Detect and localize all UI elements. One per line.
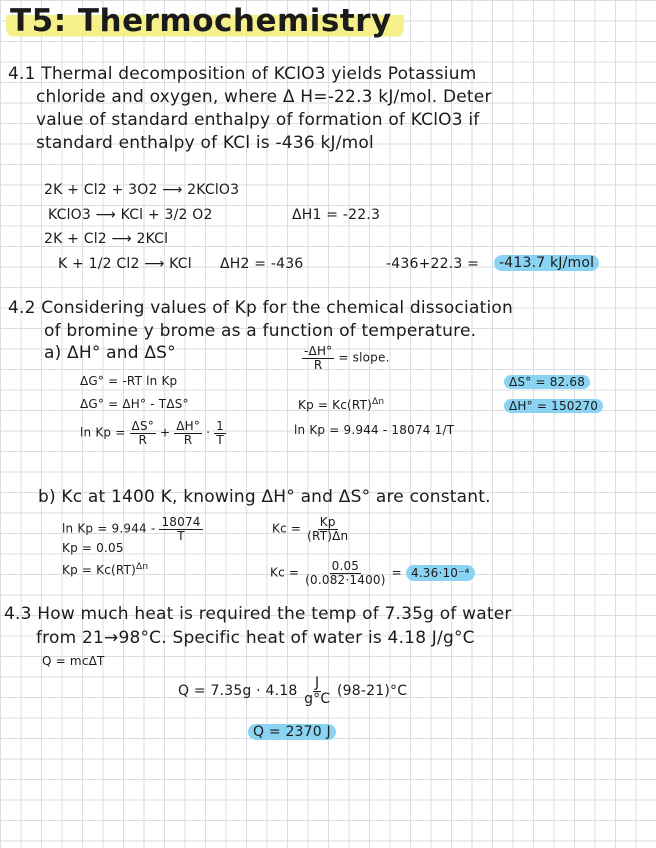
b-frac-num: 18074 <box>161 515 201 529</box>
b-kp-kc-exponent: Δn <box>136 562 149 572</box>
one-over-t-den: T <box>216 432 224 447</box>
b-frac-den: T <box>177 528 185 543</box>
plus-sign: + <box>159 425 171 440</box>
slope-text: = slope. <box>338 350 390 365</box>
equation-decomposition: KClO3 ⟶ KCl + 3/2 O2 <box>48 207 213 223</box>
heat-calc-num: J <box>315 675 320 691</box>
question-4-3-line-1: 4.3 How much heat is required the temp of 7.35g of water <box>4 604 512 624</box>
heat-calc-lhs: Q = 7.35g · 4.18 <box>178 683 298 700</box>
one-over-t-num: 1 <box>216 419 224 433</box>
slope-relation <box>302 345 390 371</box>
b-kc2-den: (0.082·1400) <box>305 572 386 587</box>
calc-4-1: -436+22.3 = <box>386 256 480 272</box>
b-kc-den: (RT)Δn <box>307 528 349 543</box>
delta-h1: ΔH1 = -22.3 <box>292 207 381 223</box>
b-kp-kc <box>62 563 148 576</box>
kp-kc-relation <box>298 398 384 411</box>
heat-calc-rhs: (98-21)°C <box>337 683 408 700</box>
heat-calculation <box>178 676 407 706</box>
equation-kcl-half: K + 1/2 Cl2 ⟶ KCl <box>58 256 192 272</box>
answer-kc: 4.36·10⁻⁴ <box>406 565 475 581</box>
heat-calc-den: g°C <box>304 690 331 707</box>
gibbs-rt-lnkp: ΔG° = -RT ln Kp <box>80 374 178 388</box>
b-kp-kc-text: Kp = Kc(RT) <box>62 563 136 577</box>
equation-formation: 2K + Cl2 + 3O2 ⟶ 2KClO3 <box>44 182 240 198</box>
b-kc-lhs: Kc = <box>272 521 302 536</box>
part-a-label: a) ΔH° and ΔS° <box>44 343 176 363</box>
gibbs-dh-tds: ΔG° = ΔH° - TΔS° <box>80 397 189 411</box>
lnkp-lhs: ln Kp = <box>80 425 126 440</box>
question-4-1-line-3: value of standard enthalpy of formation of KClO3 if <box>36 110 480 130</box>
kp-kc-text: Kp = Kc(RT) <box>298 398 372 412</box>
lnkp-expression <box>80 420 226 446</box>
question-4-3-line-2: from 21→98°C. Specific heat of water is 4.18 J/g°C <box>36 628 475 648</box>
b-kc-num: Kp <box>319 515 336 529</box>
page-title: T5: Thermochemistry <box>6 4 404 41</box>
answer-4-3: Q = 2370 J <box>248 724 336 740</box>
b-kc2-num: 0.05 <box>331 559 360 573</box>
question-4-2-line-1: 4.2 Considering values of Kp for the chemical dissociation <box>8 298 513 318</box>
equation-kcl-formation: 2K + Cl2 ⟶ 2KCl <box>44 231 169 247</box>
dh-over-r-den: R <box>183 432 193 447</box>
answer-4-1: -413.7 kJ/mol <box>494 255 599 271</box>
heat-formula: Q = mcΔT <box>42 654 105 668</box>
question-4-1-line-1: 4.1 Thermal decomposition of KClO3 yields Potassium <box>8 64 477 84</box>
ds-over-r-num: ΔS° <box>131 419 154 433</box>
b-equals: = <box>391 565 402 580</box>
b-kc-calc <box>270 560 475 586</box>
question-4-2-line-2: of bromine y brome as a function of temperature. <box>44 321 477 341</box>
b-kc2-lhs: Kc = <box>270 565 300 580</box>
ds-over-r-den: R <box>138 432 148 447</box>
b-lnkp-text: ln Kp = 9.944 - <box>62 521 156 536</box>
slope-numerator: -ΔH° <box>304 344 333 358</box>
delta-h2: ΔH2 = -436 <box>220 256 304 272</box>
part-b-label: b) Kc at 1400 K, knowing ΔH° and ΔS° are constant. <box>38 487 491 507</box>
lnkp-fit: ln Kp = 9.944 - 18074 1/T <box>294 423 455 437</box>
b-kc-formula <box>272 516 350 542</box>
answer-delta-h: ΔH° = 150270 <box>504 399 603 413</box>
answer-delta-s: ΔS° = 82.68 <box>504 375 590 389</box>
slope-denominator: R <box>313 357 323 372</box>
b-lnkp <box>62 516 203 542</box>
dot-sign: · <box>206 425 211 440</box>
kp-kc-exponent: Δn <box>372 397 385 407</box>
dh-over-r-num: ΔH° <box>176 419 201 433</box>
question-4-1-line-2: chloride and oxygen, where Δ H=-22.3 kJ/mol. Deter <box>36 87 492 107</box>
b-kp-value: Kp = 0.05 <box>62 541 124 555</box>
question-4-1-line-4: standard enthalpy of KCl is -436 kJ/mol <box>36 133 374 153</box>
